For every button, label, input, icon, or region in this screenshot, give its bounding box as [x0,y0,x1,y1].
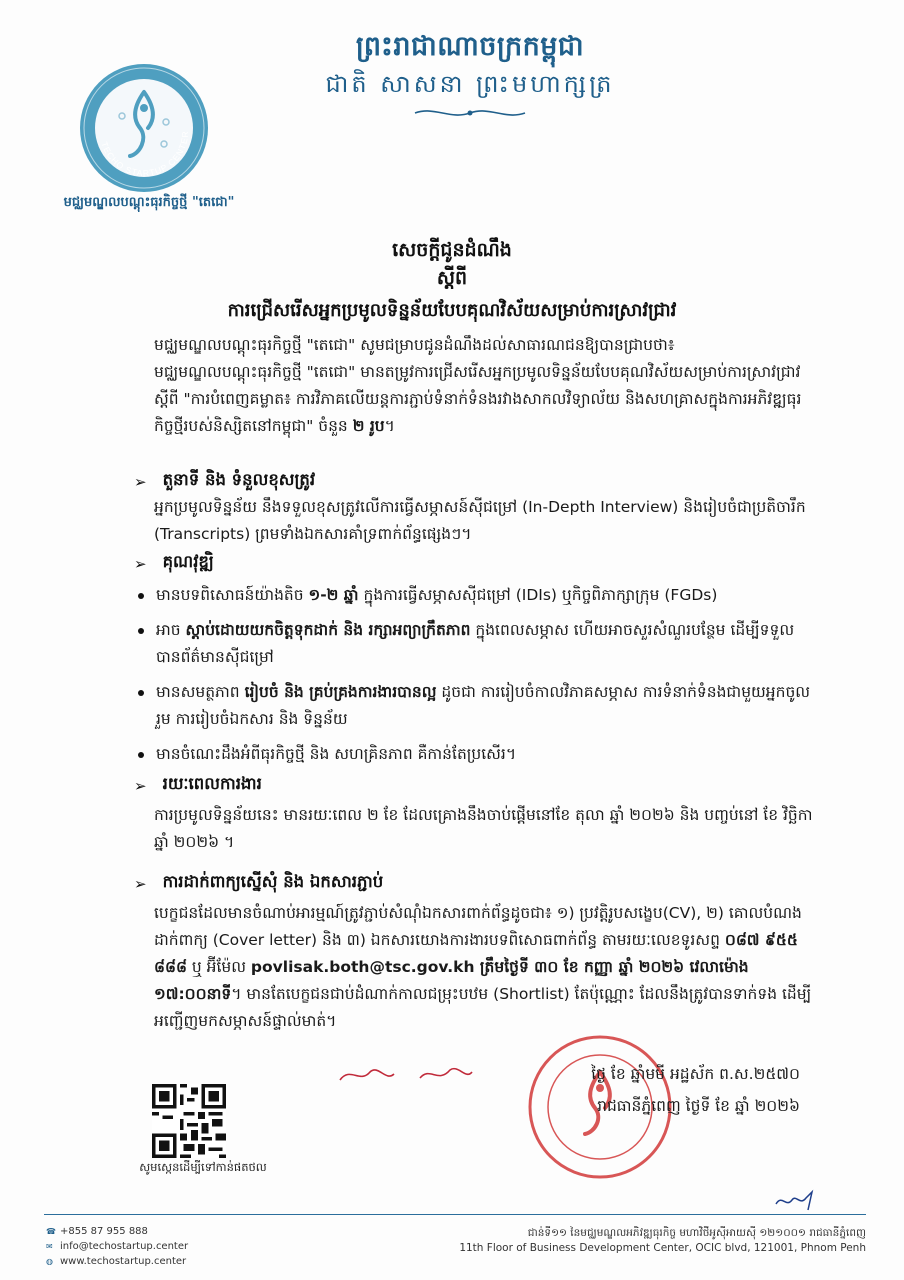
section-application-heading: ➢ ការដាក់ពាក្យស្នើសុំ និង ឯកសារភ្ជាប់ [134,872,384,893]
recruit-count: ២ រូប [352,417,385,435]
bullet-dot-icon [138,752,144,758]
footer-web-row [46,1254,188,1269]
address-khmer: ជាន់ទី១១ នៃមជ្ឈមណ្ឌលអភិវឌ្ឍធុរកិច្ច មហាវិថីអូស៊ីអាយស៊ី ១២១០០១ រាជធានីភ្នំពេញ [527,1227,866,1239]
section-duration-heading: ➢ រយៈពេលការងារ [134,774,262,795]
notice-title: សេចក្តីជូនដំណឹង [392,239,512,261]
arrow-bullet-icon: ➢ [134,555,147,573]
notice-subtitle: ស្តីពី [436,267,468,289]
footer-divider [44,1214,866,1215]
contact-phone: ០៨៧ ៩៥៥ ៨៨៨ [154,931,798,976]
center-name: មជ្ឈមណ្ឌលបណ្តុះធុរកិច្ចថ្មី "តេជោ" [63,195,235,210]
intro-paragraph [154,332,814,440]
globe-icon: ◍ [46,1256,53,1266]
section-application-text: បេក្ខជនដែលមានចំណាប់អារម្មណ៍ត្រូវភ្ជាប់សំណុំឯកសារពាក់ព័ន្ធដូចជា៖ ១) ប្រវត្តិរូបសង្ខេប(CV), ២) គោលបំណងដាក់ពាក្យ (Cover letter) និង ៣) ឯកសារយោងការងារបទពិសោធពាក់ព័ន្ធ តាមរយៈលេខទូរសព្ទ ០៨៧ ៩៥៥ ៨៨៨ ឬ អ៊ីម៉ែល povlisak.both@tsc.gov.kh ត្រឹមថ្ងៃទី ៣០ ខែ កញ្ញា ឆ្នាំ ២០២៦ វេលាម៉ោង ១៧:០០នាទី។ មានតែបេក្ខជនជាប់ដំណាក់កាលជម្រុះបឋម (Shortlist) តែប៉ុណ្ណោះ ដែលនឹងត្រូវបានទាក់ទង ដើម្បីអញ្ជើញមកសម្ភាសន៍ផ្ទាល់មាត់។ [154,904,812,1030]
kingdom-title: ព្រះរាជាណាចក្រកម្ពុជា [355,31,585,62]
national-motto: ជាតិ សាសនា ព្រះមហាក្សត្រ [325,70,615,98]
application-deadline: ត្រឹមថ្ងៃទី ៣០ ខែ កញ្ញា ឆ្នាំ ២០២៦ វេលាម៉ោង ១៧:០០នាទី [154,958,749,1003]
footer-phone[interactable]: +855 87 955 888 [60,1226,148,1237]
footer-phone-row [46,1224,188,1239]
notice-topic: ការជ្រើសរើសអ្នកប្រមូលទិន្នន័យបែបគុណវិស័យសម្រាប់ការស្រាវជ្រាវ [227,300,677,321]
bullet-dot-icon [138,690,144,696]
qualifications-list [138,582,814,776]
section-duration-text: ការប្រមូលទិន្នន័យនេះ មានរយៈពេល ២ ខែ ដែលគ្រោងនឹងចាប់ផ្តើមនៅខែ តុលា ឆ្នាំ ២០២៦ និង បញ្ចប់នៅ ខែ វិច្ឆិកា ឆ្នាំ ២០២៦ ។ [154,806,813,851]
phone-icon: ☎ [46,1226,56,1236]
list-item: មានបទពិសោធន៍យ៉ាងតិច ១-២ ឆ្នាំ ក្នុងការធ្វើសម្ភាសស៊ីជម្រៅ (IDIs) ឬកិច្ចពិភាក្សាក្រុម (FGDs) [138,582,814,609]
footer-contact [46,1224,188,1269]
techo-startup-center-logo-icon [78,62,210,194]
list-item: មានសមត្ថភាព រៀបចំ និង គ្រប់គ្រងការងារបានល្អ ដូចជា ការរៀបចំកាលវិភាគសម្ភាស ការទំនាក់ទំនងជាមួយអ្នកចូលរួម ការរៀបចំឯកសារ និង ទិន្នន័យ [138,679,814,733]
list-item: មានចំណេះដឹងអំពីធុរកិច្ចថ្មី និង សហគ្រិនភាព គឺកាន់តែប្រសើរ។ [138,741,814,768]
arrow-bullet-icon: ➢ [134,875,147,893]
address-english: 11th Floor of Business Development Center, OCIC blvd, 121001, Phnom Penh [459,1242,866,1254]
arrow-bullet-icon: ➢ [134,777,147,795]
footer-website[interactable]: www.techostartup.center [60,1256,187,1267]
arrow-bullet-icon: ➢ [134,473,147,491]
intro-line-2: មជ្ឈមណ្ឌលបណ្តុះធុរកិច្ចថ្មី "តេជោ" មានតម្រូវការជ្រើសរើសអ្នកប្រមូលទិន្នន័យបែបគុណវិស័យសម្រាប់ការស្រាវជ្រាវស្តីពី "ការបំពេញគម្លាត៖ ការវិភាគលើយន្តការភ្ជាប់ទំនាក់ទំនងរវាងសាកលវិទ្យាល័យ និងសហគ្រាសក្នុងការអភិវឌ្ឍធុរកិច្ចថ្មីរបស់និស្សិតនៅកម្ពុជា" ចំនួន ២ រូប។ [154,363,802,435]
logo-text: TECHO STARTUP CENTER [99,130,191,179]
section-duties-text: អ្នកប្រមូលទិន្នន័យ នឹងទទួលខុសត្រូវលើការធ្វើសម្ភាសន៍ស៊ីជម្រៅ (In-Depth Interview) និងរៀបចំជាប្រតិចារឹក (Transcripts) ព្រមទាំងឯកសារគាំទ្រពាក់ព័ន្ធផ្សេងៗ។ [154,498,806,543]
kingdom-header [300,28,640,120]
intro-line-1: មជ្ឈមណ្ឌលបណ្តុះធុរកិច្ចថ្មី "តេជោ" សូមជម្រាបជូនដំណឹងដល់សាធារណជនឱ្យបានជ្រាបថា៖ [154,336,675,354]
handwritten-initials-icon [772,1188,822,1214]
contact-email-link[interactable]: povlisak.both@tsc.gov.kh [250,958,475,976]
qr-code-icon[interactable] [152,1084,226,1158]
qr-caption: សូមស្កេនដើម្បីទៅកាន់ផតថល [139,1160,267,1174]
footer-address [459,1226,866,1256]
list-item: អាច ស្តាប់ដោយយកចិត្តទុកដាក់ និង រក្សាអព្យាក្រឹតភាព ក្នុងពេលសម្ភាស ហើយអាចសួរសំណួរបន្ថែម ដើម្បីទទួលបានព័ត៌មានស៊ីជម្រៅ [138,617,814,671]
bullet-dot-icon [138,593,144,599]
section-duties-heading: ➢ តួនាទី និង ទំនួលខុសត្រូវ [134,470,316,491]
date-block [400,1058,800,1122]
bullet-dot-icon [138,628,144,634]
ornament-divider-icon [410,106,530,120]
footer-email-row [46,1239,188,1254]
solar-date: រាជធានីភ្នំពេញ ថ្ងៃទី ខែ ឆ្នាំ ២០២៦ [597,1097,800,1115]
footer-email[interactable]: info@techostartup.center [60,1241,189,1252]
section-qualifications-heading: ➢ គុណវុឌ្ឍិ [134,552,214,573]
mail-icon: ✉ [46,1241,53,1251]
lunar-date: ថ្ងៃ ខែ ឆ្នាំមមី អដ្ឋស័ក ព.ស.២៥៧០ [591,1065,800,1083]
